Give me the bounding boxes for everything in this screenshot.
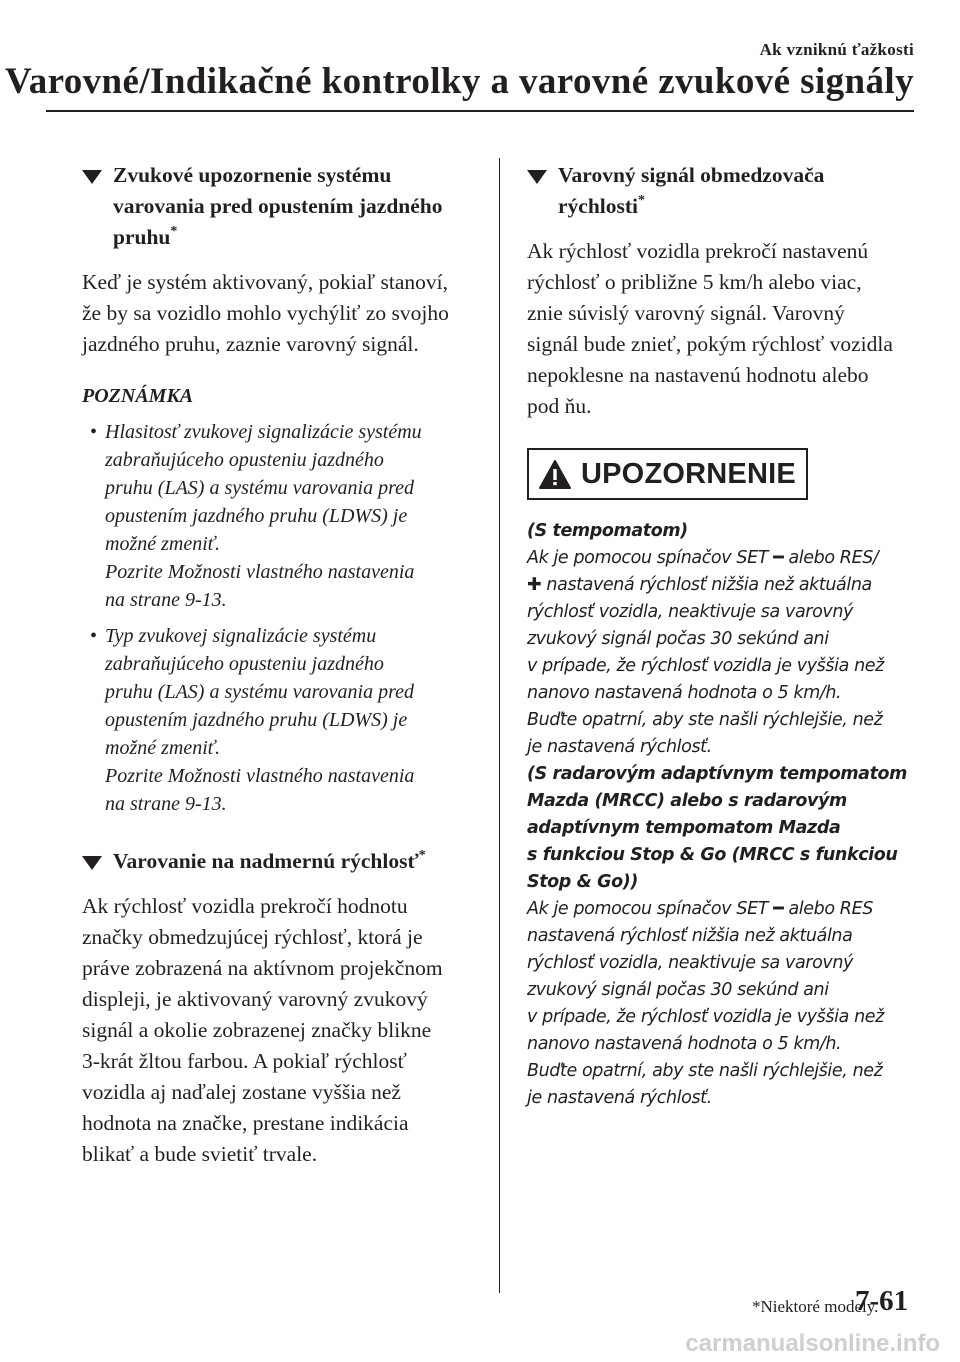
text-line: na strane 9-13. (105, 793, 227, 815)
heading-line: Zvukové upozornenie systému (113, 163, 392, 187)
caution-line: nanovo nastavená hodnota o 5 km/h. (527, 1034, 842, 1054)
text-line: Hlasitosť zvukovej signalizácie systému (105, 421, 422, 443)
caution-line: nanovo nastavená hodnota o 5 km/h. (527, 683, 842, 703)
footnote-mark: * (638, 193, 646, 208)
text-line: displeji, je aktivovaný varovný zvukový (82, 987, 428, 1011)
column-divider (499, 158, 500, 1293)
caution-line: rýchlosť vozidla, neaktivuje sa varovný (527, 953, 853, 973)
text-line: na strane 9-13. (105, 589, 227, 611)
caution-line: ✚ nastavená rýchlosť nižšia než aktuálna (527, 575, 872, 595)
text-line: signál a okolie zobrazenej značky blikne (82, 1018, 432, 1042)
caution-line: Buďte opatrní, aby ste našli rýchlejšie, než (527, 710, 883, 730)
bullet-dot: • (90, 421, 98, 443)
text-line: opustením jazdného pruhu (LDWS) je (105, 709, 408, 731)
text-line: opustením jazdného pruhu (LDWS) je (105, 505, 408, 527)
caution-line: Mazda (MRCC) alebo s radarovým (527, 791, 847, 811)
text-line: Keď je systém aktivovaný, pokiaľ stanoví, (82, 270, 448, 294)
heading-overspeed-warning (82, 846, 482, 877)
text-line: blikať a bude svietiť trvale. (82, 1142, 318, 1166)
text-line: pruhu (LAS) a systému varovania pred (105, 681, 415, 703)
text-line: signál bude znieť, pokým rýchlosť vozidla (527, 332, 893, 356)
note-item-volume (82, 418, 482, 614)
text-line: Pozrite Možnosti vlastného nastavenia (105, 561, 415, 583)
caution-line: s funkciou Stop & Go (MRCC s funkciou (527, 845, 898, 865)
text-line: znie súvislý varovný signál. Varovný (527, 301, 845, 325)
paragraph-speed-limiter (527, 236, 922, 422)
caution-text (527, 518, 922, 1112)
note-label: POZNÁMKA (82, 385, 194, 407)
text-line: vozidla aj naďalej zostane vyššia než (82, 1080, 401, 1104)
caution-line: (S tempomatom) (527, 521, 688, 541)
text-line: Typ zvukovej signalizácie systému (105, 625, 377, 647)
text-line: pruhu (LAS) a systému varovania pred (105, 477, 415, 499)
caution-line: je nastavená rýchlosť. (527, 1088, 712, 1108)
text-line: možné zmeniť. (105, 533, 221, 555)
section-name: Ak vzniknú ťažkosti (759, 40, 914, 59)
heading-lane-departure-warning (82, 160, 482, 253)
text-line: rýchlosť o približne 5 km/h alebo viac, (527, 270, 862, 294)
caution-line: Buďte opatrní, aby ste našli rýchlejšie, než (527, 1061, 883, 1081)
heading-line: varovania pred opustením jazdného (113, 194, 443, 218)
text-line: možné zmeniť. (105, 737, 221, 759)
heading-speed-limiter-warning (527, 160, 922, 222)
text-line: pod ňu. (527, 394, 592, 418)
heading-line: Varovný signál obmedzovača (558, 163, 825, 187)
footnote-mark: * (418, 848, 426, 863)
footnote: *Niektoré modely. (752, 1297, 879, 1316)
note-item-type (82, 622, 482, 818)
caution-line: je nastavená rýchlosť. (527, 737, 712, 757)
watermark: carmanualsonline.info (685, 1330, 940, 1357)
heading-line: pruhu (113, 225, 171, 249)
right-column (527, 160, 922, 1112)
caution-line: nastavená rýchlosť nižšia než aktuálna (527, 926, 853, 946)
text-line: jazdného pruhu, zaznie varovný signál. (82, 332, 419, 356)
caution-line: zvukový signál počas 30 sekúnd ani (527, 629, 829, 649)
caution-line: (S radarovým adaptívnym tempomatom (527, 764, 907, 784)
text-line: značky obmedzujúcej rýchlosť, ktorá je (82, 925, 423, 949)
caution-box (527, 448, 808, 500)
text-line: Ak rýchlosť vozidla prekročí nastavenú (527, 239, 869, 263)
caution-line: rýchlosť vozidla, neaktivuje sa varovný (527, 602, 853, 622)
triangle-bullet-icon (82, 170, 102, 184)
text-line: že by sa vozidlo mohlo vychýliť zo svojho (82, 301, 449, 325)
text-line: hodnota na značke, prestane indikácia (82, 1111, 409, 1135)
warning-triangle-icon (539, 460, 571, 489)
caution-label: UPOZORNENIE (581, 457, 796, 490)
text-line: nepoklesne na nastavenú hodnotu alebo (527, 363, 869, 387)
text-line: zabraňujúceho opusteniu jazdného (105, 449, 384, 471)
text-line: Ak rýchlosť vozidla prekročí hodnotu (82, 894, 408, 918)
text-line: Pozrite Možnosti vlastného nastavenia (105, 765, 415, 787)
heading-line: rýchlosti (558, 194, 639, 218)
caution-line: Ak je pomocou spínačov SET ━ alebo RES/ (527, 548, 879, 568)
heading-line: Varovanie na nadmernú rýchlosť (113, 849, 419, 873)
caution-line: Stop & Go)) (527, 872, 638, 892)
page-number: 7-61 (855, 1285, 909, 1317)
caution-line: v prípade, že rýchlosť vozidla je vyššia než (527, 1007, 884, 1027)
paragraph-overspeed (82, 891, 482, 1170)
triangle-bullet-icon (527, 170, 547, 184)
text-line: 3-krát žltou farbou. A pokiaľ rýchlosť (82, 1049, 407, 1073)
caution-line: adaptívnym tempomatom Mazda (527, 818, 841, 838)
header-rule (46, 110, 914, 112)
caution-line: zvukový signál počas 30 sekúnd ani (527, 980, 829, 1000)
triangle-bullet-icon (82, 856, 102, 870)
page-title: Varovné/Indikačné kontrolky a varovné zvukové signály (4, 61, 914, 102)
caution-line: Ak je pomocou spínačov SET ━ alebo RES (527, 899, 873, 919)
paragraph-lane-warning (82, 267, 482, 360)
text-line: zabraňujúceho opusteniu jazdného (105, 653, 384, 675)
text-line: práve zobrazená na aktívnom projekčnom (82, 956, 443, 980)
left-column (82, 160, 482, 1170)
caution-line: v prípade, že rýchlosť vozidla je vyššia než (527, 656, 884, 676)
footnote-mark: * (170, 224, 178, 239)
bullet-dot: • (90, 625, 98, 647)
